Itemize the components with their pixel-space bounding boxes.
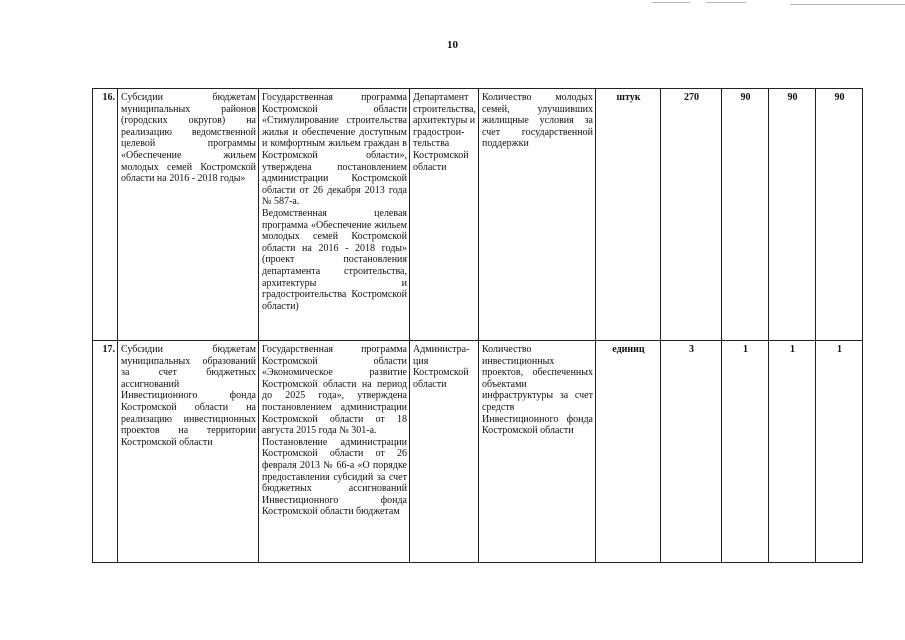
program-paragraph: Государственная программа Костромской области «Экономическое развитие Костромской области на период до 2025 года», утверждена постановлением администрации Костромской области от 18 августа 2015 года № 301-а. — [262, 344, 407, 437]
scan-edge-line — [652, 2, 690, 3]
program-basis — [259, 341, 410, 563]
unit-of-measure: штук — [596, 89, 661, 341]
program-paragraph: Государственная программа Костромской области «Стимулирование строительства жилья и обеспечение доступным и комфортным жильем граждан в Костромской области», утверждена постановлением администрации Костромской области от 26 декабря 2013 года № 587-а. — [262, 92, 407, 208]
target-indicator: Количество молодых семей, улучшивших жилищные условия за счет государственной поддержки — [479, 89, 596, 341]
subsidy-name: Субсидии бюджетам муниципальных районов (городских округов) на реализацию ведомственной целевой программы «Обеспечение жильем молодых семей Костромской области на 2016 - 2018 годы» — [118, 89, 259, 341]
table-row — [93, 341, 863, 563]
scan-edge-line — [706, 2, 746, 3]
program-table — [92, 88, 863, 563]
row-number: 17. — [93, 341, 118, 563]
indicator-value: 3 — [661, 341, 722, 563]
indicator-value: 1 — [722, 341, 769, 563]
subsidy-name: Субсидии бюджетам муниципальных образований за счет бюджетных ассигнований Инвестиционного фонда Костромской области на реализацию инвестиционных проектов на территории Костромской области — [118, 341, 259, 563]
indicator-value: 90 — [722, 89, 769, 341]
scan-edge-line — [790, 4, 905, 5]
program-paragraph: Ведомственная целевая программа «Обеспечение жильем молодых семей Костромской области на 2016 - 2018 годы» (проект постановления департамента строительства, архитектуры и градостроительства Костромской области) — [262, 207, 407, 312]
page-number: 10 — [447, 39, 458, 51]
row-number: 16. — [93, 89, 118, 341]
indicator-value: 1 — [816, 341, 863, 563]
indicator-value: 1 — [769, 341, 816, 563]
table-row — [93, 89, 863, 341]
program-basis — [259, 89, 410, 341]
target-indicator: Количество инвестиционных проектов, обеспеченных объектами инфраструктуры за счет средств Инвестиционного фонда Костромской области — [479, 341, 596, 563]
responsible-department: Администрация Костромской области — [410, 341, 479, 563]
responsible-department: Департамент строительства, архитектуры и градостроительства Костромской области — [410, 89, 479, 341]
unit-of-measure: единиц — [596, 341, 661, 563]
indicator-value: 270 — [661, 89, 722, 341]
program-paragraph: Постановление администрации Костромской области от 26 февраля 2013 № 66-а «О порядке предоставления субсидий за счет бюджетных ассигнований Инвестиционного фонда Костромской области бюджетам — [262, 436, 407, 518]
indicator-value: 90 — [816, 89, 863, 341]
indicator-value: 90 — [769, 89, 816, 341]
